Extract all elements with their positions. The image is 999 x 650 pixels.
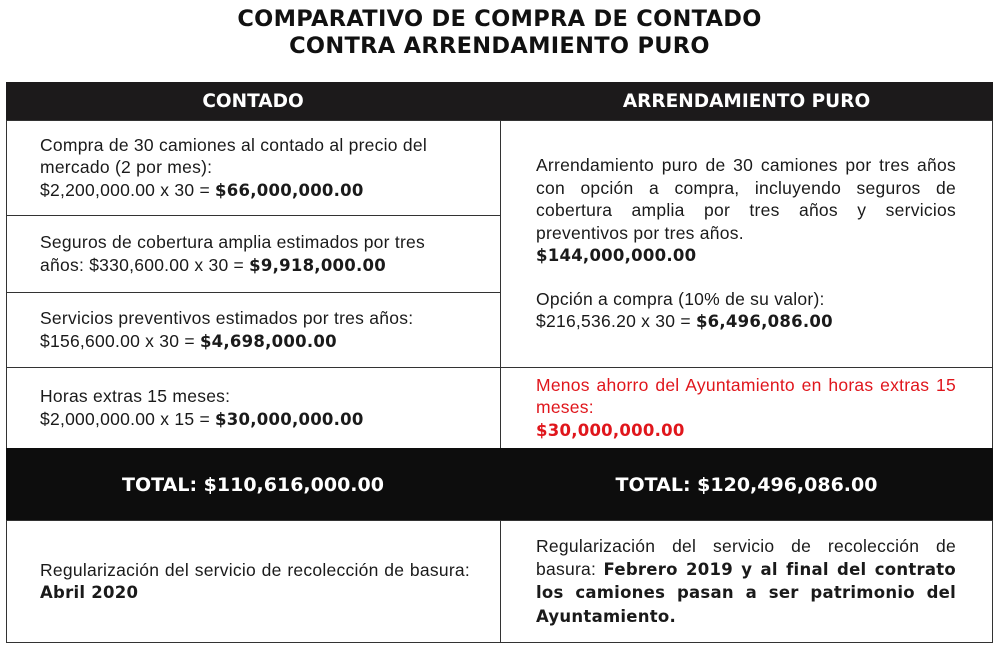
contado-services-calc: $156,600.00 x 30 = bbox=[40, 330, 200, 351]
contado-purchase-calc: $2,200,000.00 x 30 = bbox=[40, 179, 216, 200]
contado-regularization-desc: Regularización del servicio de recolección de basura: bbox=[40, 559, 470, 580]
arrendamiento-regularization-desc: Regularización del servicio de recolección de basura: bbox=[536, 536, 956, 579]
contado-regularization-text bbox=[40, 559, 470, 605]
contado-insurance-amount: $9,918,000.00 bbox=[249, 255, 387, 275]
contado-services-cell bbox=[6, 292, 501, 368]
arrendamiento-option-desc: Opción a compra (10% de su valor): bbox=[536, 288, 825, 309]
arrendamiento-lease-cell bbox=[500, 120, 993, 368]
contado-insurance-cell bbox=[6, 215, 501, 293]
arrendamiento-option-calc: $216,536.20 x 30 = bbox=[536, 311, 696, 332]
title-line-1: COMPARATIVO DE COMPRA DE CONTADO bbox=[237, 6, 762, 32]
contado-overtime-desc: Horas extras 15 meses: bbox=[40, 386, 231, 406]
contado-insurance-text bbox=[40, 231, 470, 277]
arrendamiento-lease-amount: $144,000,000.00 bbox=[536, 246, 697, 266]
total-contado: TOTAL: $110,616,000.00 bbox=[6, 448, 500, 521]
total-arrendamiento: TOTAL: $120,496,086.00 bbox=[500, 448, 993, 521]
contado-services-desc: Servicios preventivos estimados por tres años: bbox=[40, 308, 414, 328]
arrendamiento-regularization-cell bbox=[500, 520, 993, 643]
contado-overtime-text bbox=[40, 385, 470, 431]
contado-purchase-cell bbox=[6, 120, 501, 216]
contado-purchase-amount: $66,000,000.00 bbox=[215, 180, 364, 200]
arrendamiento-overtime-text bbox=[536, 374, 956, 443]
contado-overtime-cell bbox=[6, 367, 501, 449]
contado-overtime-amount: $30,000,000.00 bbox=[215, 409, 364, 429]
contado-insurance-desc: Seguros de cobertura amplia estimados por tres años: bbox=[40, 232, 426, 275]
arrendamiento-lease-text bbox=[536, 154, 956, 268]
arrendamiento-overtime-desc: Menos ahorro del Ayuntamiento en horas extras 15 meses: bbox=[536, 374, 956, 418]
arrendamiento-regularization-text bbox=[536, 535, 956, 628]
arrendamiento-overtime-amount: $30,000,000.00 bbox=[536, 420, 685, 440]
contado-services-amount: $4,698,000.00 bbox=[199, 331, 337, 351]
arrendamiento-regularization-detail: Febrero 2019 y al final del contrato los camiones pasan a ser patrimonio del Ayuntamiento. bbox=[536, 559, 956, 626]
page-title bbox=[0, 6, 999, 60]
contado-insurance-calc: $330,600.00 x 30 = bbox=[89, 254, 250, 275]
contado-overtime-calc: $2,000,000.00 x 15 = bbox=[40, 408, 216, 429]
contado-purchase-desc: Compra de 30 camiones al contado al precio del mercado (2 por mes): bbox=[40, 134, 427, 178]
contado-purchase-text bbox=[40, 134, 470, 203]
contado-regularization-cell bbox=[6, 520, 501, 643]
header-contado: CONTADO bbox=[6, 82, 500, 120]
arrendamiento-lease-desc: Arrendamiento puro de 30 camiones por tres años con opción a compra, incluyendo seguros de cobertura amplia por tres años y servicios preventivos por tres años. bbox=[536, 155, 956, 243]
arrendamiento-overtime-cell bbox=[500, 367, 993, 449]
contado-services-text bbox=[40, 307, 470, 353]
header-arrendamiento: ARRENDAMIENTO PURO bbox=[500, 82, 993, 120]
arrendamiento-option-amount: $6,496,086.00 bbox=[695, 312, 833, 332]
contado-regularization-date: Abril 2020 bbox=[40, 583, 139, 602]
title-line-2: CONTRA ARRENDAMIENTO PURO bbox=[289, 33, 710, 59]
arrendamiento-option-text bbox=[536, 288, 956, 334]
